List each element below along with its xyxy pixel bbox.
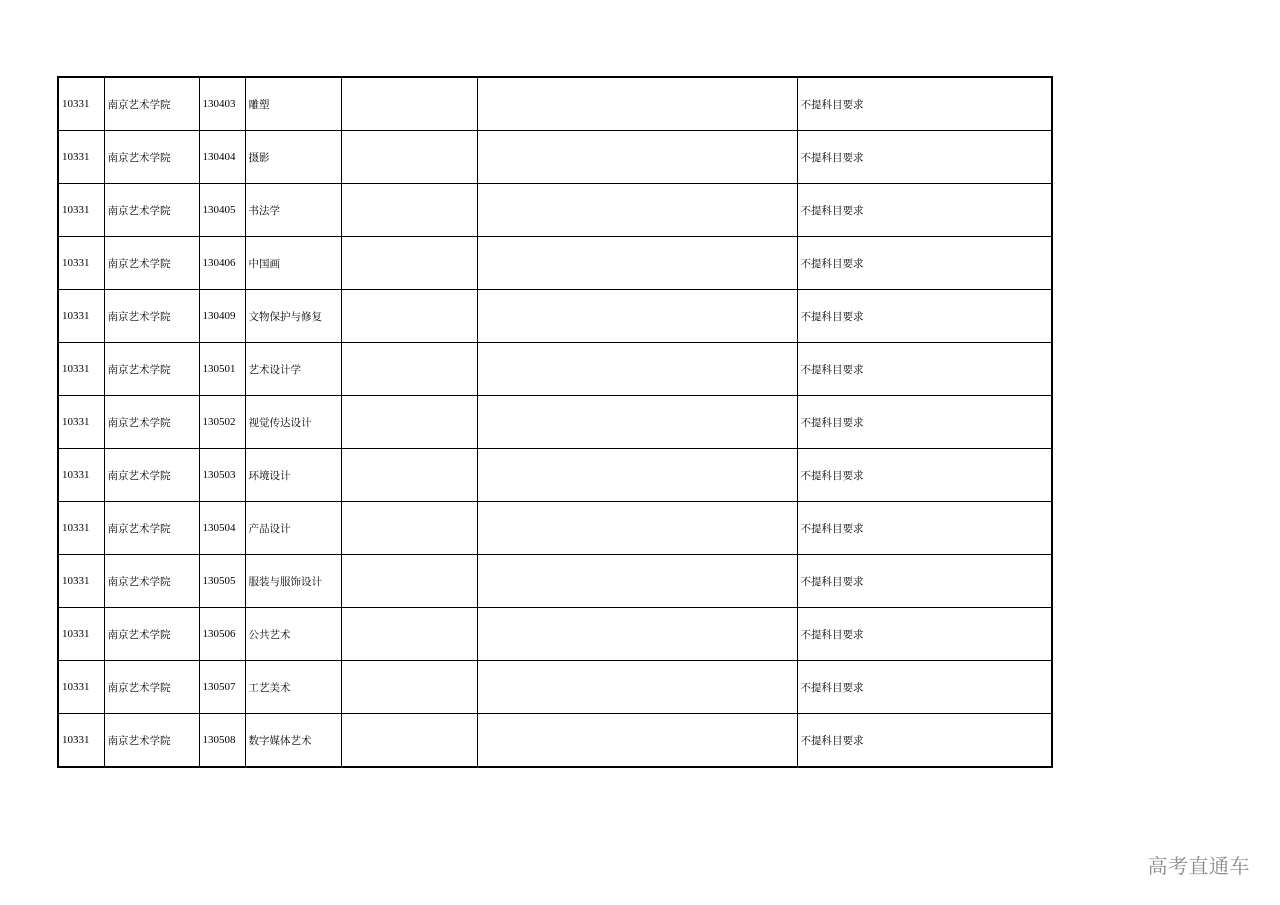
subject-requirement-cell: 不提科目要求 [797,502,1052,555]
major-name-cell: 中国画 [245,237,341,290]
major-name-cell: 公共艺术 [245,608,341,661]
table-row [58,555,1052,608]
school-code-cell: 10331 [58,237,104,290]
major-name-cell: 环境设计 [245,449,341,502]
school-name-cell: 南京艺术学院 [104,449,199,502]
major-name-cell: 工艺美术 [245,661,341,714]
empty-cell [341,290,477,343]
school-code-cell: 10331 [58,608,104,661]
table-row [58,449,1052,502]
table-row [58,290,1052,343]
major-name-cell: 文物保护与修复 [245,290,341,343]
empty-cell [341,396,477,449]
school-name-cell: 南京艺术学院 [104,131,199,184]
subject-requirement-cell: 不提科目要求 [797,237,1052,290]
major-code-cell: 130502 [199,396,245,449]
empty-cell [477,184,797,237]
empty-cell [477,714,797,768]
empty-cell [477,661,797,714]
major-code-cell: 130403 [199,77,245,131]
school-name-cell: 南京艺术学院 [104,77,199,131]
school-code-cell: 10331 [58,555,104,608]
empty-cell [341,237,477,290]
subject-requirement-cell: 不提科目要求 [797,290,1052,343]
watermark-text: 高考直通车 [1147,854,1250,878]
subject-requirement-cell: 不提科目要求 [797,608,1052,661]
major-code-cell: 130508 [199,714,245,768]
empty-cell [477,343,797,396]
major-name-cell: 书法学 [245,184,341,237]
school-code-cell: 10331 [58,449,104,502]
school-code-cell: 10331 [58,396,104,449]
table-body [58,77,1052,767]
empty-cell [477,77,797,131]
major-name-cell: 产品设计 [245,502,341,555]
school-name-cell: 南京艺术学院 [104,184,199,237]
major-code-cell: 130504 [199,502,245,555]
school-name-cell: 南京艺术学院 [104,714,199,768]
school-name-cell: 南京艺术学院 [104,290,199,343]
major-name-cell: 雕塑 [245,77,341,131]
empty-cell [477,502,797,555]
table-row [58,131,1052,184]
table-row [58,502,1052,555]
subject-requirement-cell: 不提科目要求 [797,343,1052,396]
major-code-cell: 130405 [199,184,245,237]
empty-cell [341,77,477,131]
empty-cell [477,396,797,449]
table-row [58,343,1052,396]
school-name-cell: 南京艺术学院 [104,396,199,449]
school-name-cell: 南京艺术学院 [104,608,199,661]
table-row [58,608,1052,661]
subject-requirement-cell: 不提科目要求 [797,131,1052,184]
major-code-cell: 130501 [199,343,245,396]
subject-requirement-cell: 不提科目要求 [797,714,1052,768]
empty-cell [477,237,797,290]
major-name-cell: 摄影 [245,131,341,184]
major-code-cell: 130506 [199,608,245,661]
empty-cell [341,449,477,502]
empty-cell [341,131,477,184]
school-code-cell: 10331 [58,77,104,131]
table-row [58,396,1052,449]
table-row [58,184,1052,237]
subject-requirement-cell: 不提科目要求 [797,661,1052,714]
school-name-cell: 南京艺术学院 [104,237,199,290]
table-row [58,714,1052,768]
major-code-cell: 130404 [199,131,245,184]
empty-cell [477,555,797,608]
empty-cell [341,343,477,396]
empty-cell [341,555,477,608]
school-name-cell: 南京艺术学院 [104,343,199,396]
major-code-cell: 130503 [199,449,245,502]
table-row [58,661,1052,714]
school-name-cell: 南京艺术学院 [104,555,199,608]
school-code-cell: 10331 [58,184,104,237]
school-code-cell: 10331 [58,714,104,768]
empty-cell [341,714,477,768]
subject-requirement-cell: 不提科目要求 [797,555,1052,608]
major-name-cell: 艺术设计学 [245,343,341,396]
major-code-cell: 130406 [199,237,245,290]
subject-requirement-cell: 不提科目要求 [797,396,1052,449]
subject-requirement-cell: 不提科目要求 [797,184,1052,237]
major-name-cell: 数字媒体艺术 [245,714,341,768]
empty-cell [341,661,477,714]
subject-requirement-cell: 不提科目要求 [797,77,1052,131]
empty-cell [477,608,797,661]
school-name-cell: 南京艺术学院 [104,661,199,714]
empty-cell [341,502,477,555]
empty-cell [477,131,797,184]
major-code-cell: 130507 [199,661,245,714]
major-code-cell: 130409 [199,290,245,343]
major-code-cell: 130505 [199,555,245,608]
school-name-cell: 南京艺术学院 [104,502,199,555]
school-code-cell: 10331 [58,290,104,343]
empty-cell [341,184,477,237]
empty-cell [477,449,797,502]
table-row [58,77,1052,131]
school-code-cell: 10331 [58,661,104,714]
table-row [58,237,1052,290]
empty-cell [341,608,477,661]
major-name-cell: 服装与服饰设计 [245,555,341,608]
major-requirements-table [57,76,1053,768]
school-code-cell: 10331 [58,343,104,396]
school-code-cell: 10331 [58,502,104,555]
major-name-cell: 视觉传达设计 [245,396,341,449]
empty-cell [477,290,797,343]
subject-requirement-cell: 不提科目要求 [797,449,1052,502]
school-code-cell: 10331 [58,131,104,184]
